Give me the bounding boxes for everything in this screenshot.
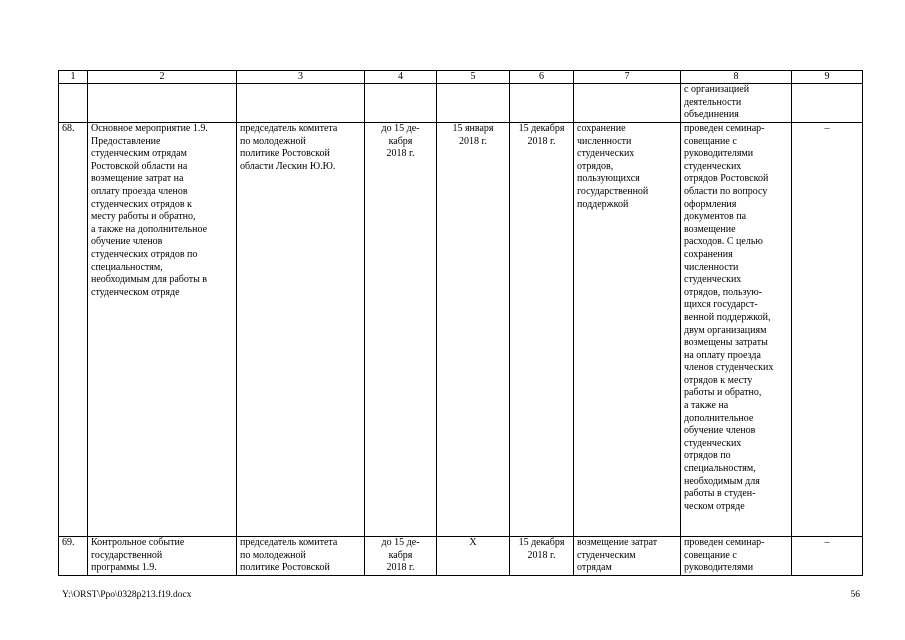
col-header-3: 3 [237,71,365,84]
page-number: 56 [850,590,860,600]
row-number: 69. [59,537,88,576]
table-row-69 [59,537,863,576]
col-header-5: 5 [437,71,510,84]
cell [574,84,681,123]
result-cell: с организацией деятельности объединения [681,84,792,123]
activity-name: Основное мероприятие 1.9. Предоставление студенческим отрядам Ростовской области на возмещение затрат на оплату проезда членов студенческих отрядов к месту работы и обратно, а также на дополнительное обучение членов студенческих отрядов по специальностям, необходимым для работы в студенческом отряде [88,123,237,537]
responsible-person: председатель комитета по молодежной политике Ростовской области Лескин Ю.Ю. [237,123,365,537]
responsible-person: председатель комитета по молодежной политике Ростовской [237,537,365,576]
cell [437,84,510,123]
cell [792,84,863,123]
start-date: Х [437,537,510,576]
cell [365,84,437,123]
planned-date: до 15 де- кабря 2018 г. [365,123,437,537]
notes: – [792,123,863,537]
cell [237,84,365,123]
col-header-1: 1 [59,71,88,84]
col-header-7: 7 [574,71,681,84]
start-date: 15 января 2018 г. [437,123,510,537]
table-row-68 [59,123,863,537]
planned-date: до 15 де- кабря 2018 г. [365,537,437,576]
notes: – [792,537,863,576]
actual-result: проведен семинар- совещание с руководителями [681,537,792,576]
expected-result: сохранение численности студенческих отрядов, пользующихся государственной поддержкой [574,123,681,537]
continuation-row [59,84,863,123]
cell [88,84,237,123]
column-number-header-row [59,71,863,84]
end-date: 15 декабря 2018 г. [510,123,574,537]
expected-result: возмещение затрат студенческим отрядам [574,537,681,576]
file-path-footer: Y:\ORST\Ppo\0328p213.f19.docx [62,590,192,600]
report-table [58,70,863,576]
actual-result: проведен семинар- совещание с руководителями студенческих отрядов Ростовской области по вопросу оформления документов па возмещение расходов. С целью сохранения численности студенческих отрядов, пользую- щихся государст- венной поддержкой, двум организациям возмещены затраты на оплату проезда членов студенческих отрядов к месту работы и обратно, а также на дополнительное обучение членов студенческих отрядов по специальностям, необходимым для работы в студен- ческом отряде [681,123,792,537]
cell [59,84,88,123]
col-header-2: 2 [88,71,237,84]
col-header-9: 9 [792,71,863,84]
row-number: 68. [59,123,88,537]
col-header-8: 8 [681,71,792,84]
cell [510,84,574,123]
col-header-6: 6 [510,71,574,84]
activity-name: Контрольное событие государственной программы 1.9. [88,537,237,576]
end-date: 15 декабря 2018 г. [510,537,574,576]
col-header-4: 4 [365,71,437,84]
